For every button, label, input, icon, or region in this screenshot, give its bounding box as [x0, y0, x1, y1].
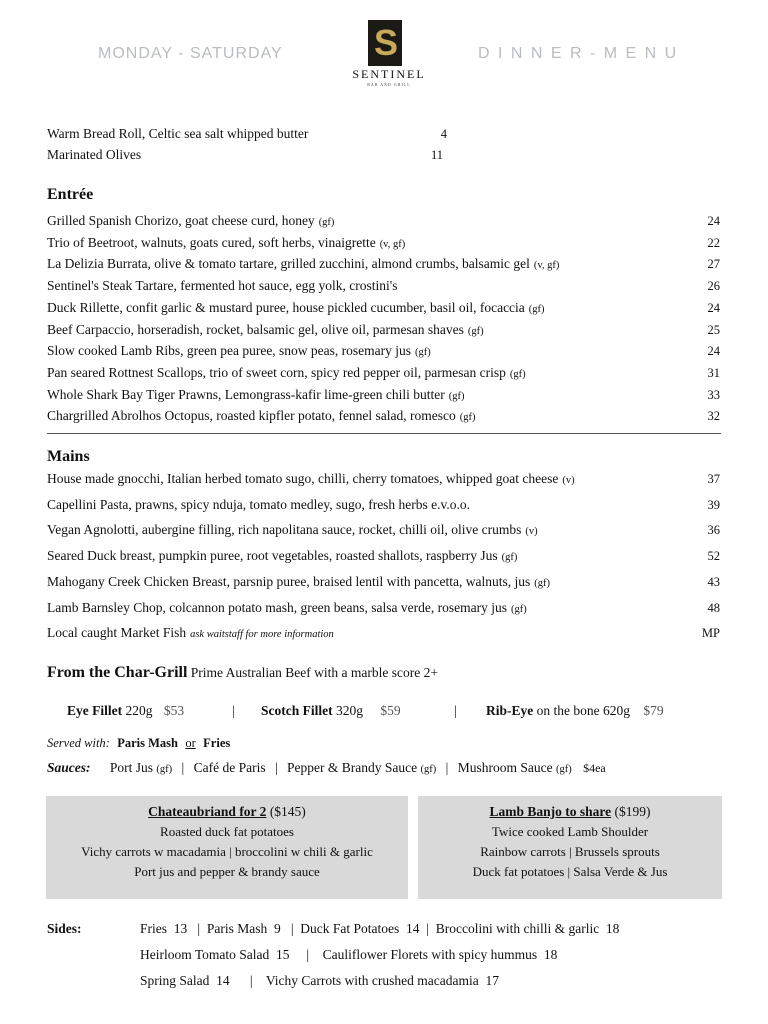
item-price: 33: [707, 387, 720, 402]
steak-scotch-fillet: [261, 703, 401, 719]
box-title: [46, 802, 408, 822]
item-price: 36: [707, 523, 720, 538]
item-name: Capellini Pasta, prawns, spicy nduja, tomato medley, sugo, fresh herbs e.v.o.o.: [47, 496, 471, 512]
days-label: MONDAY - SATURDAY: [98, 45, 283, 62]
sides-label: Sides:: [47, 921, 82, 936]
sauce: Port Jus: [109, 760, 154, 775]
mains-heading: Mains: [47, 448, 90, 465]
item-price: 26: [707, 279, 720, 294]
steak-weight: 320g: [335, 703, 363, 718]
separator: |: [274, 760, 278, 775]
menu-item: [47, 342, 720, 360]
separator: |: [454, 703, 457, 718]
menu-item: [47, 146, 443, 164]
item-tag: (gf): [415, 347, 431, 359]
chargrill-subtitle: Prime Australian Beef with a marble score 2+: [190, 665, 438, 680]
served-with: [47, 735, 230, 751]
item-name: Seared Duck breast, pumpkin puree, root vegetables, roasted shallots, raspberry Jus: [47, 548, 498, 564]
item-name: Chargrilled Abrolhos Octopus, roasted kipfler potato, fennel salad, romesco: [47, 408, 456, 424]
item-name: House made gnocchi, Italian herbed tomato sugo, chilli, cherry tomatoes, whipped goat cheese: [47, 471, 559, 486]
served-label: Served with:: [47, 736, 110, 750]
steak-eye-fillet: [67, 703, 184, 719]
item-name: Marinated Olives: [47, 147, 142, 162]
separator: |: [445, 760, 449, 775]
item-price: 24: [707, 344, 720, 359]
item-tag: (v): [525, 526, 538, 538]
menu-item: [47, 624, 720, 642]
menu-item: [47, 277, 720, 295]
lamb-banjo-box: [418, 796, 722, 899]
steak-weight: on the bone 620g: [536, 703, 630, 718]
sauce-tag: (gf): [420, 764, 437, 775]
steak-rib-eye: [486, 703, 664, 719]
item-price: 4: [440, 127, 447, 141]
steak-price: $79: [643, 703, 664, 718]
sauce-tag: (gf): [156, 764, 173, 775]
item-price: 48: [707, 600, 720, 615]
item-name: Whole Shark Bay Tiger Prawns, Lemongrass-kafir lime-green chili butter: [47, 386, 445, 402]
steak-name: Scotch Fillet: [261, 703, 333, 718]
item-price: 39: [707, 497, 720, 512]
steak-name: Eye Fillet: [67, 703, 123, 718]
sauce: Café de Paris: [193, 760, 266, 775]
item-tag: (v, gf): [379, 238, 406, 250]
item-name: Trio of Beetroot, walnuts, goats cured, soft herbs, vinaigrette: [47, 234, 376, 250]
menu-item: [47, 234, 720, 252]
menu-item: [47, 599, 720, 617]
served-option: Paris Mash: [117, 736, 178, 750]
box-line: Roasted duck fat potatoes: [160, 824, 294, 839]
separator: |: [232, 703, 235, 718]
steak-name: Rib-Eye: [486, 703, 534, 718]
chargrill-title: From the Char-Grill: [47, 664, 188, 681]
box-line: Duck fat potatoes | Salsa Verde & Jus: [472, 864, 668, 879]
chateaubriand-box: [46, 796, 408, 899]
item-name: Grilled Spanish Chorizo, goat cheese curd, honey: [47, 213, 315, 228]
menu-title: D I N N E R - M E N U: [478, 45, 679, 62]
divider: [47, 433, 721, 434]
item-tag: (gf): [448, 390, 465, 402]
item-tag: (gf): [459, 412, 476, 424]
item-tag: (v, gf): [533, 260, 560, 272]
item-name: Warm Bread Roll, Celtic sea salt whipped butter: [47, 126, 309, 141]
sauces-line: [47, 760, 606, 776]
box-line: Vichy carrots w macadamia | broccolini w chili & garlic: [81, 844, 373, 859]
item-name: Sentinel's Steak Tartare, fermented hot sauce, egg yolk, crostini's: [47, 278, 398, 294]
sauce-price: $4ea: [583, 761, 606, 775]
menu-item: [47, 386, 720, 404]
logo: [368, 20, 402, 66]
box-price: ($199): [614, 804, 651, 819]
box-title-text: Chateaubriand for 2: [148, 804, 267, 819]
sauce-tag: (gf): [555, 764, 572, 775]
box-title: [418, 802, 722, 822]
sauces-label: Sauces:: [47, 760, 91, 775]
item-price: 52: [707, 549, 720, 564]
item-name: Local caught Market Fish: [47, 625, 187, 641]
logo-letter: S: [374, 22, 399, 63]
sides-line: Heirloom Tomato Salad 15 | Cauliflower Florets with spicy hummus 18: [140, 947, 558, 962]
chargrill-heading: [47, 664, 438, 682]
menu-item: [47, 212, 720, 230]
separator: |: [181, 760, 185, 775]
menu-item: [47, 407, 720, 425]
served-option: Fries: [203, 736, 231, 750]
item-price: 22: [707, 235, 720, 250]
menu-item: [47, 547, 720, 565]
item-name: Beef Carpaccio, horseradish, rocket, balsamic gel, olive oil, parmesan shaves: [47, 321, 464, 337]
box-line: Rainbow carrots | Brussels sprouts: [480, 844, 660, 859]
sides-line: Spring Salad 14 | Vichy Carrots with crushed macadamia 17: [140, 973, 499, 988]
menu-item: [47, 299, 720, 317]
item-tag: (gf): [511, 603, 527, 615]
sides-line: Fries 13 | Paris Mash 9 | Duck Fat Potatoes 14 | Broccolini with chilli & garlic 18: [140, 921, 620, 936]
logo-subtitle: BAR AND GRILL: [367, 82, 411, 87]
item-note: ask waitstaff for more information: [190, 629, 334, 641]
box-line: Port jus and pepper & brandy sauce: [134, 864, 320, 879]
menu-item: [47, 125, 447, 143]
menu-item: [47, 255, 720, 273]
item-name: Vegan Agnolotti, aubergine filling, rich napolitana sauce, rocket, chilli oil, olive crumbs: [47, 522, 522, 538]
item-name: Mahogany Creek Chicken Breast, parsnip puree, braised lentil with pancetta, walnuts, jus: [47, 573, 531, 589]
steak-price: $59: [380, 703, 401, 718]
steak-price: $53: [163, 703, 185, 718]
menu-item: [47, 521, 720, 539]
item-name: La Delizia Burrata, olive & tomato tartare, grilled zucchini, almond crumbs, balsamic gel: [47, 256, 530, 272]
item-name: Slow cooked Lamb Ribs, green pea puree, snow peas, rosemary jus: [47, 343, 412, 359]
menu-item: [47, 496, 720, 514]
logo-name: SENTINEL: [352, 67, 426, 81]
item-price: MP: [701, 626, 720, 641]
item-tag: (gf): [318, 217, 335, 228]
menu-item: [47, 573, 720, 591]
menu-item: [47, 364, 720, 382]
menu-item: [47, 470, 720, 488]
steak-weight: 220g: [125, 703, 153, 718]
item-name: Pan seared Rottnest Scallops, trio of sweet corn, spicy red pepper oil, parmesan crisp: [47, 364, 506, 380]
item-price: 27: [707, 257, 720, 272]
box-line: Twice cooked Lamb Shoulder: [491, 824, 649, 839]
item-price: 32: [707, 409, 720, 424]
item-name: Duck Rillette, confit garlic & mustard puree, house pickled cucumber, basil oil, focaccia: [47, 299, 525, 315]
item-tag: (gf): [528, 303, 545, 315]
item-tag: (gf): [534, 577, 550, 589]
item-price: 11: [430, 148, 443, 162]
menu-item: [47, 321, 720, 339]
item-tag: (v): [562, 475, 575, 486]
item-price: 24: [707, 300, 720, 315]
item-name: Lamb Barnsley Chop, colcannon potato mash, green beans, salsa verde, rosemary jus: [47, 599, 507, 615]
sauce: Pepper & Brandy Sauce: [287, 760, 418, 775]
item-price: 31: [707, 365, 720, 380]
sauce: Mushroom Sauce: [457, 760, 553, 775]
item-tag: (gf): [467, 325, 484, 337]
served-or: or: [185, 736, 196, 750]
box-price: ($145): [269, 804, 306, 819]
entree-heading: Entrée: [47, 186, 94, 203]
item-price: 43: [707, 574, 720, 589]
box-title-text: Lamb Banjo to share: [489, 804, 612, 819]
item-price: 24: [707, 214, 720, 228]
item-price: 25: [707, 322, 720, 337]
item-tag: (gf): [509, 368, 526, 380]
item-price: 37: [707, 472, 720, 486]
item-tag: (gf): [501, 552, 518, 564]
